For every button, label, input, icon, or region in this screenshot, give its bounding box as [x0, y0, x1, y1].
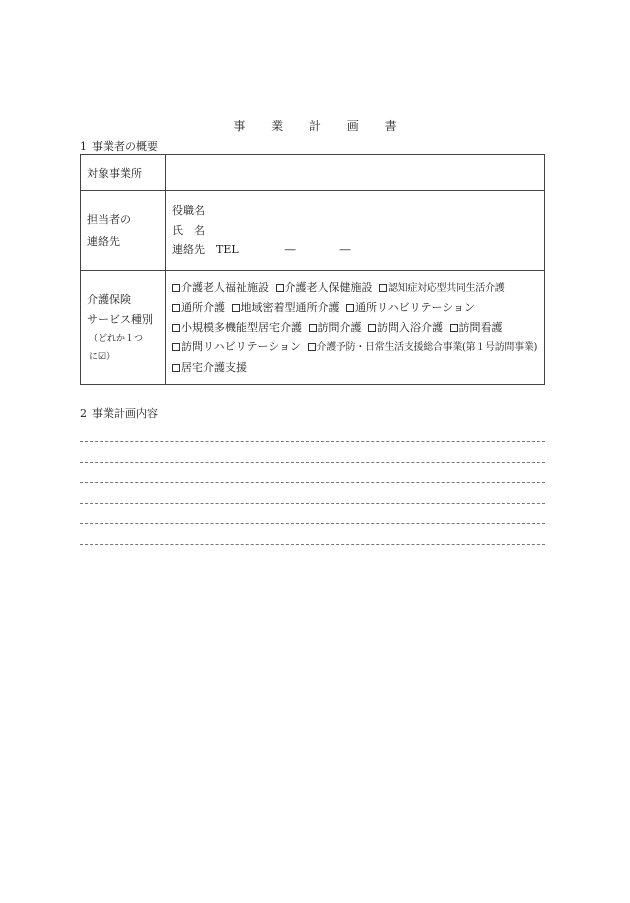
service-option[interactable]: 通所介護	[172, 301, 225, 314]
service-option[interactable]: 居宅介護支援	[172, 361, 247, 374]
service-label-line2: サービス種別	[87, 312, 153, 326]
checkbox-icon[interactable]	[172, 364, 180, 372]
service-options-line-3	[172, 318, 544, 338]
service-options-line-1	[172, 278, 544, 299]
plan-writing-line[interactable]	[80, 482, 545, 483]
tel-separator-2: ―	[339, 243, 351, 257]
service-label-line1: 介護保険	[87, 292, 131, 306]
service-option[interactable]: 訪問介護	[309, 321, 362, 334]
service-row	[81, 271, 545, 385]
service-note-line2: に☑）	[89, 351, 116, 362]
checkbox-icon[interactable]	[276, 284, 284, 292]
position-field[interactable]	[172, 201, 544, 221]
section-2-heading	[80, 405, 158, 421]
service-option[interactable]: 訪問入浴介護	[368, 321, 443, 334]
checkbox-icon[interactable]	[308, 343, 316, 351]
contact-value-cell	[166, 191, 545, 271]
section-1-heading	[80, 138, 158, 154]
name-field[interactable]	[172, 221, 544, 241]
name-label: 氏 名	[172, 223, 205, 237]
section-2-title: 事業計画内容	[92, 407, 158, 420]
service-option[interactable]: 小規模多機能型居宅介護	[172, 321, 302, 334]
section-1-number: 1	[80, 140, 87, 153]
office-label: 対象事業所	[81, 155, 166, 191]
service-options-line-2	[172, 298, 544, 318]
plan-writing-line[interactable]	[80, 441, 545, 442]
service-option[interactable]: 介護予防・日常生活支援総合事業(第１号訪問事業)	[308, 342, 538, 353]
service-options-line-5	[172, 358, 544, 378]
office-row	[81, 155, 545, 191]
contact-label-line2: 連絡先	[87, 234, 120, 248]
overview-table	[80, 154, 545, 385]
service-label	[81, 271, 166, 385]
section-1-title: 事業者の概要	[92, 140, 158, 153]
checkbox-icon[interactable]	[172, 324, 180, 332]
plan-writing-line[interactable]	[80, 544, 545, 545]
service-option[interactable]: 地域密着型通所介護	[232, 301, 340, 314]
service-option[interactable]: 認知症対応型共同生活介護	[379, 283, 504, 294]
service-option[interactable]: 介護老人福祉施設	[172, 281, 269, 294]
checkbox-icon[interactable]	[309, 324, 317, 332]
document-title: 事 業 計 画 書	[233, 119, 408, 133]
contact-label	[81, 191, 166, 271]
checkbox-icon[interactable]	[172, 343, 180, 351]
plan-writing-line[interactable]	[80, 462, 545, 463]
checkbox-icon[interactable]	[450, 324, 458, 332]
service-options-cell	[166, 271, 545, 385]
checkbox-icon[interactable]	[172, 304, 180, 312]
contact-row	[81, 191, 545, 271]
tel-separator-1: ―	[284, 243, 296, 257]
section-2-number: 2	[80, 407, 87, 420]
service-options-line-4	[172, 337, 544, 358]
service-option[interactable]: 介護老人保健施設	[276, 281, 373, 294]
checkbox-icon[interactable]	[232, 304, 240, 312]
checkbox-icon[interactable]	[368, 324, 376, 332]
plan-writing-line[interactable]	[80, 523, 545, 524]
tel-field[interactable]	[172, 240, 544, 260]
checkbox-icon[interactable]	[172, 284, 180, 292]
service-option[interactable]: 訪問看護	[450, 321, 503, 334]
checkbox-icon[interactable]	[346, 304, 354, 312]
plan-writing-line[interactable]	[80, 503, 545, 504]
service-note-line1: （どれか１つ	[89, 333, 144, 344]
service-option[interactable]: 訪問リハビリテーション	[172, 340, 301, 353]
tel-label: 連絡先 TEL	[172, 243, 239, 257]
checkbox-icon[interactable]	[379, 284, 387, 292]
contact-label-line1: 担当者の	[87, 212, 131, 226]
position-label: 役職名	[172, 204, 205, 218]
office-value-field[interactable]	[166, 155, 545, 191]
service-option[interactable]: 通所リハビリテーション	[346, 301, 475, 314]
